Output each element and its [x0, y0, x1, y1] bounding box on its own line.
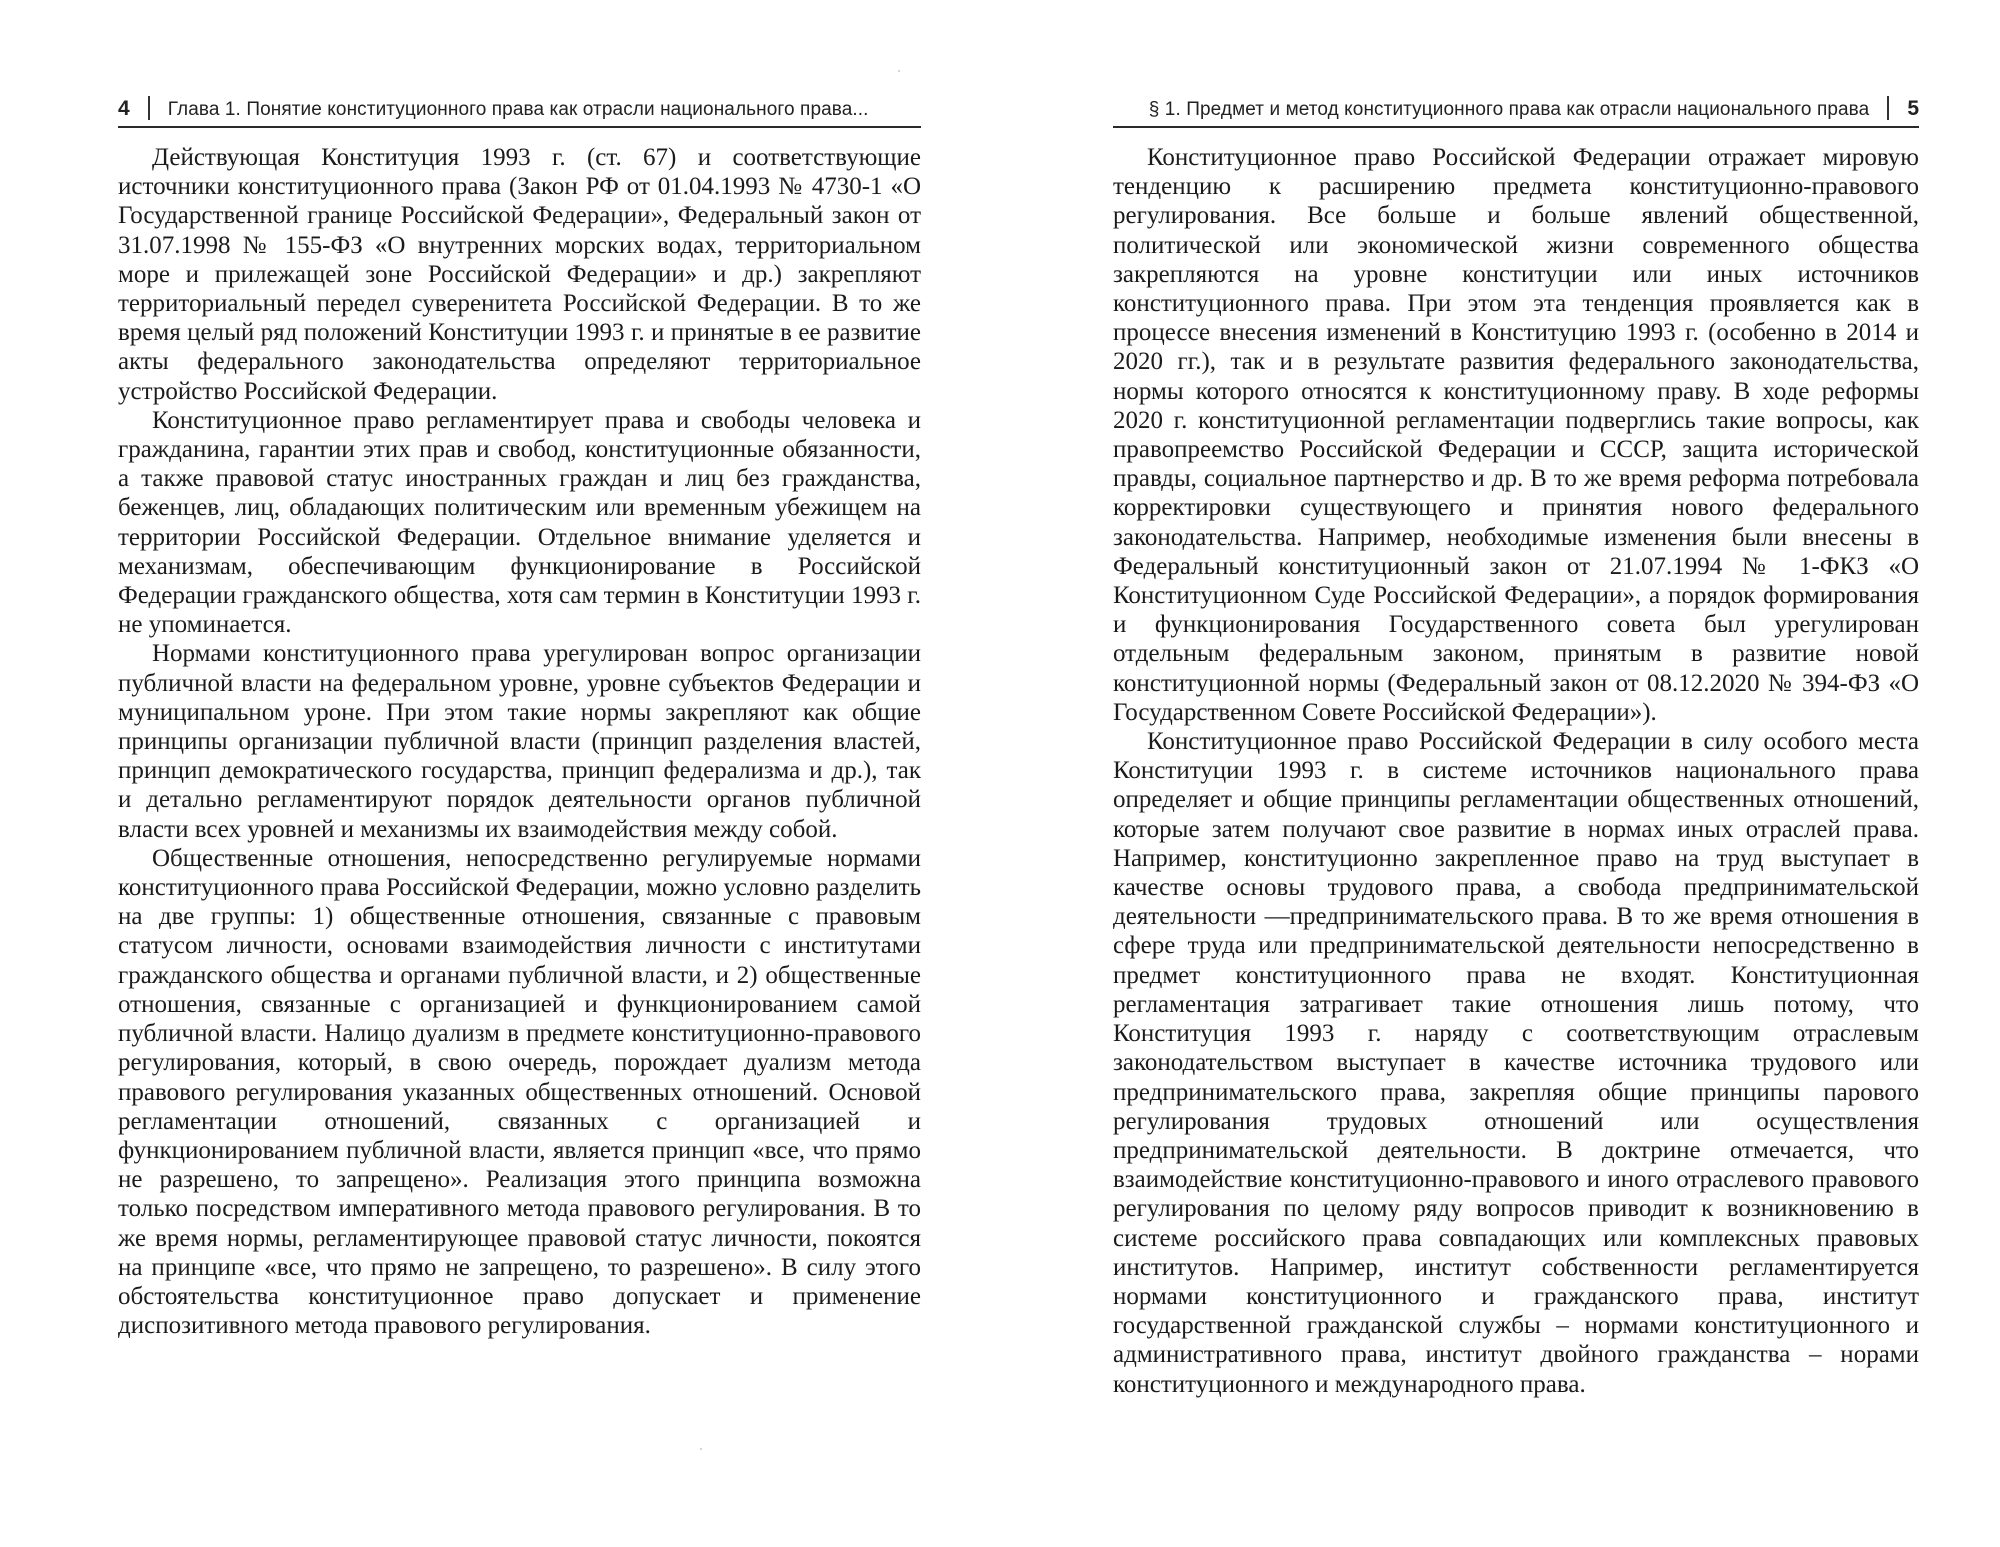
right-section-title: § 1. Предмет и метод конституционного права как отрасли национального права [1148, 99, 1870, 120]
left-chapter-title: Глава 1. Понятие конституционного права как отрасли национального права... [167, 99, 869, 120]
left-page-number: 4 [118, 97, 130, 120]
paragraph: Конституционное право регламентирует права и свободы человека и гражданина, гарантии этих прав и свобод, конституционные обязанности, а также правовой статус иностранных граждан и лиц без гражданства, беженцев, лиц, обладающих политическим или временным убежищем на территории Российской Федерации. Отдельное внимание уделяется и механизмам, обеспечивающим функционирование в Российской Федерации гражданского общества, хотя сам термин в Конституции 1993 г. не упоминается. [118, 406, 921, 639]
paragraph: Конституционное право Российской Федерации отражает мировую тенденцию к расширению предмета конституционно-правового регулирования. Все больше и больше явлений общественной, политической или экономической жизни современного общества закрепляются на уровне конституции или иных источников конституционного права. При этом эта тенденция проявляется как в процессе внесения изменений в Конституцию 1993 г. (особенно в 2014 и 2020 гг.), так и в результате развития федерального законодательства, нормы которого относятся к конституционному праву. В ходе реформы 2020 г. конституционной регламентации подверглись такие вопросы, как правопреемство Российской Федерации и СССР, защита исторической правды, социальное партнерство и др. В то же время реформа потребовала корректировки существующего и принятия нового федерального законодательства. Например, необходимые изменения были внесены в Федеральный конституционный закон от 21.07.1994 № 1-ФКЗ «О Конституционном Суде Российской Федерации», а порядок формирования и функционирования Государственного совета был урегулирован отдельным федеральным законом, принятым в развитие новой конституционной нормы (Федеральный закон от 08.12.2020 № 394-ФЗ «О Государственном Совете Российской Федерации»). [1113, 144, 1919, 726]
paper-speck [898, 70, 900, 72]
right-running-head [1113, 92, 1919, 128]
paragraph: Нормами конституционного права урегулирован вопрос организации публичной власти на федеральном уровне, уровне субъектов Федерации и муниципальном уроне. При этом такие нормы закрепляют как общие принципы организации публичной власти (принцип разделения властей, принцип демократического государства, принцип федерализма и др.), так и детально регламентируют порядок деятельности органов публичной власти всех уровней и механизмы их взаимодействия между собой. [118, 640, 921, 843]
header-divider [1887, 96, 1889, 120]
left-body-text [118, 143, 921, 1340]
paragraph: Общественные отношения, непосредственно регулируемые нормами конституционного права Российской Федерации, можно условно разделить на две группы: 1) общественные отношения, связанные с правовым статусом личности, основами взаимодействия личности с институтами гражданского общества и органами публичной власти, и 2) общественные отношения, связанные с организацией и функционированием самой публичной власти. Налицо дуализм в предмете конституционно-правового регулирования, который, в свою очередь, порождает дуализм метода правового регулирования указанных общественных отношений. Основой регламентации отношений, связанных с организацией и функционированием публичной власти, является принцип «все, что прямо не разрешено, то запрещено». Реализация этого принципа возможна только посредством императивного метода правового регулирования. В то же время нормы, регламентирующее правовой статус личности, покоятся на принципе «все, что прямо не запрещено, то разрешено». В силу этого обстоятельства конституционное право допускает и применение диспозитивного метода правового регулирования. [118, 844, 921, 1340]
header-divider [148, 96, 150, 120]
paper-speck [700, 1448, 702, 1450]
paragraph: Конституционное право Российской Федерации в силу особого места Конституции 1993 г. в системе источников национального права определяет и общие принципы регламентации общественных отношений, которые затем получают свое развитие в нормах иных отраслей права. Например, конституционно закрепленное право на труд выступает в качестве основы трудового права, а свобода предпринимательской деятельности —предпринимательского права. В то же время отношения в сфере труда или предпринимательской деятельности непосредственно в предмет конституционного права не входят. Конституционная регламентация затрагивает такие отношения лишь потому, что Конституция 1993 г. наряду с соответствующим отраслевым законодательством выступает в качестве источника трудового или предпринимательского права, закрепляя общие принципы парового регулирования трудовых отношений или осуществления предпринимательской деятельности. В доктрине отмечается, что взаимодействие конституционно-правового и иного отраслевого правового регулирования по целому ряду вопросов приводит к возникновению в системе российского права совпадающих или комплексных правовых институтов. Например, институт собственности регламентируется нормами конституционного и гражданского права, институт государственной гражданской службы – нормами конституционного и административного права, институт двойного гражданства – норами конституционного и международного права. [1113, 728, 1919, 1398]
paragraph: Действующая Конституция 1993 г. (ст. 67) и соответствующие источники конституционного права (Закон РФ от 01.04.1993 № 4730-1 «О Государственной границе Российской Федерации», Федеральный закон от 31.07.1998 № 155-ФЗ «О внутренних морских водах, территориальном море и прилежащей зоне Российской Федерации» и др.) закрепляют территориальный передел суверенитета Российской Федерации. В то же время целый ряд положений Конституции 1993 г. и принятые в ее развитие акты федерального законодательства определяют территориальное устройство Российской Федерации. [118, 144, 921, 405]
right-page-number: 5 [1907, 97, 1919, 120]
right-body-text [1113, 143, 1919, 1399]
right-page [1000, 0, 2000, 1547]
left-running-head [118, 92, 921, 128]
